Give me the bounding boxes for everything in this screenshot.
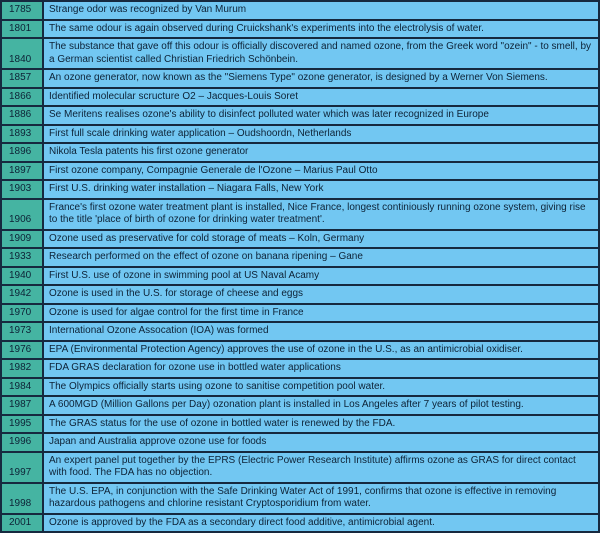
- year-cell: 1998: [1, 483, 43, 514]
- year-cell: 1903: [1, 180, 43, 199]
- table-row: [1, 106, 599, 125]
- table-row: [1, 415, 599, 434]
- year-cell: 2001: [1, 514, 43, 533]
- year-cell: 1973: [1, 322, 43, 341]
- event-cell: Identified molecular scructure O2 – Jacques-Louis Soret: [43, 88, 599, 107]
- table-row: [1, 199, 599, 230]
- table-row: [1, 341, 599, 360]
- year-cell: 1987: [1, 396, 43, 415]
- event-cell: First ozone company, Compagnie Generale de l'Ozone – Marius Paul Otto: [43, 162, 599, 181]
- event-cell: The substance that gave off this odour is officially discovered and named ozone, from the Greek word "ozein" - to smell, by a German scientist called Christian Friedrich Schönbein.: [43, 38, 599, 69]
- event-cell: Ozone used as preservative for cold storage of meats – Koln, Germany: [43, 230, 599, 249]
- table-row: [1, 267, 599, 286]
- event-cell: Japan and Australia approve ozone use for foods: [43, 433, 599, 452]
- table-row: [1, 483, 599, 514]
- table-row: [1, 180, 599, 199]
- table-row: [1, 1, 599, 20]
- event-cell: Strange odor was recognized by Van Murum: [43, 1, 599, 20]
- event-cell: The U.S. EPA, in conjunction with the Safe Drinking Water Act of 1991, confirms that ozone is effective in removing hazardous pathogens and chlorine resistant Cryptosporidium from water.: [43, 483, 599, 514]
- table-row: [1, 514, 599, 533]
- year-cell: 1933: [1, 248, 43, 267]
- year-cell: 1840: [1, 38, 43, 69]
- event-cell: FDA GRAS declaration for ozone use in bottled water applications: [43, 359, 599, 378]
- table-row: [1, 69, 599, 88]
- year-cell: 1940: [1, 267, 43, 286]
- year-cell: 1906: [1, 199, 43, 230]
- event-cell: First U.S. use of ozone in swimming pool at US Naval Acamy: [43, 267, 599, 286]
- year-cell: 1893: [1, 125, 43, 144]
- event-cell: Nikola Tesla patents his first ozone generator: [43, 143, 599, 162]
- event-cell: Ozone is used in the U.S. for storage of cheese and eggs: [43, 285, 599, 304]
- table-row: [1, 433, 599, 452]
- year-cell: 1866: [1, 88, 43, 107]
- year-cell: 1996: [1, 433, 43, 452]
- event-cell: First full scale drinking water application – Oudshoordn, Netherlands: [43, 125, 599, 144]
- table-row: [1, 38, 599, 69]
- table-row: [1, 230, 599, 249]
- table-row: [1, 20, 599, 39]
- event-cell: The same odour is again observed during Cruickshank's experiments into the electrolysis of water.: [43, 20, 599, 39]
- year-cell: 1982: [1, 359, 43, 378]
- table-row: [1, 248, 599, 267]
- event-cell: An ozone generator, now known as the "Siemens Type" ozone generator, is designed by a Werner Von Siemens.: [43, 69, 599, 88]
- event-cell: The GRAS status for the use of ozone in bottled water is renewed by the FDA.: [43, 415, 599, 434]
- year-cell: 1857: [1, 69, 43, 88]
- table-row: [1, 143, 599, 162]
- year-cell: 1785: [1, 1, 43, 20]
- event-cell: First U.S. drinking water installation – Niagara Falls, New York: [43, 180, 599, 199]
- table-row: [1, 304, 599, 323]
- event-cell: EPA (Environmental Protection Agency) approves the use of ozone in the U.S., as an antimicrobial oxidiser.: [43, 341, 599, 360]
- year-cell: 1995: [1, 415, 43, 434]
- table-row: [1, 396, 599, 415]
- event-cell: International Ozone Assocation (IOA) was formed: [43, 322, 599, 341]
- table-row: [1, 162, 599, 181]
- timeline-body: [1, 1, 599, 532]
- year-cell: 1984: [1, 378, 43, 397]
- year-cell: 1886: [1, 106, 43, 125]
- year-cell: 1897: [1, 162, 43, 181]
- event-cell: The Olympics officially starts using ozone to sanitise competition pool water.: [43, 378, 599, 397]
- event-cell: Research performed on the effect of ozone on banana ripening – Gane: [43, 248, 599, 267]
- year-cell: 1801: [1, 20, 43, 39]
- event-cell: France's first ozone water treatment plant is installed, Nice France, longest continiously running ozone system, giving rise to the title 'place of birth of ozone for drinking water treatment'.: [43, 199, 599, 230]
- event-cell: Se Meritens realises ozone's ability to disinfect polluted water which was later recognized in Europe: [43, 106, 599, 125]
- table-row: [1, 285, 599, 304]
- table-row: [1, 125, 599, 144]
- year-cell: 1896: [1, 143, 43, 162]
- table-row: [1, 378, 599, 397]
- table-row: [1, 322, 599, 341]
- event-cell: A 600MGD (Million Gallons per Day) ozonation plant is installed in Los Angeles after 7 years of pilot testing.: [43, 396, 599, 415]
- year-cell: 1997: [1, 452, 43, 483]
- year-cell: 1976: [1, 341, 43, 360]
- event-cell: Ozone is approved by the FDA as a secondary direct food additive, antimicrobial agent.: [43, 514, 599, 533]
- year-cell: 1942: [1, 285, 43, 304]
- event-cell: Ozone is used for algae control for the first time in France: [43, 304, 599, 323]
- year-cell: 1909: [1, 230, 43, 249]
- table-row: [1, 359, 599, 378]
- event-cell: An expert panel put together by the EPRS (Electric Power Research Institute) affirms ozone as GRAS for direct contact with food. The FDA has no objection.: [43, 452, 599, 483]
- table-row: [1, 88, 599, 107]
- year-cell: 1970: [1, 304, 43, 323]
- table-row: [1, 452, 599, 483]
